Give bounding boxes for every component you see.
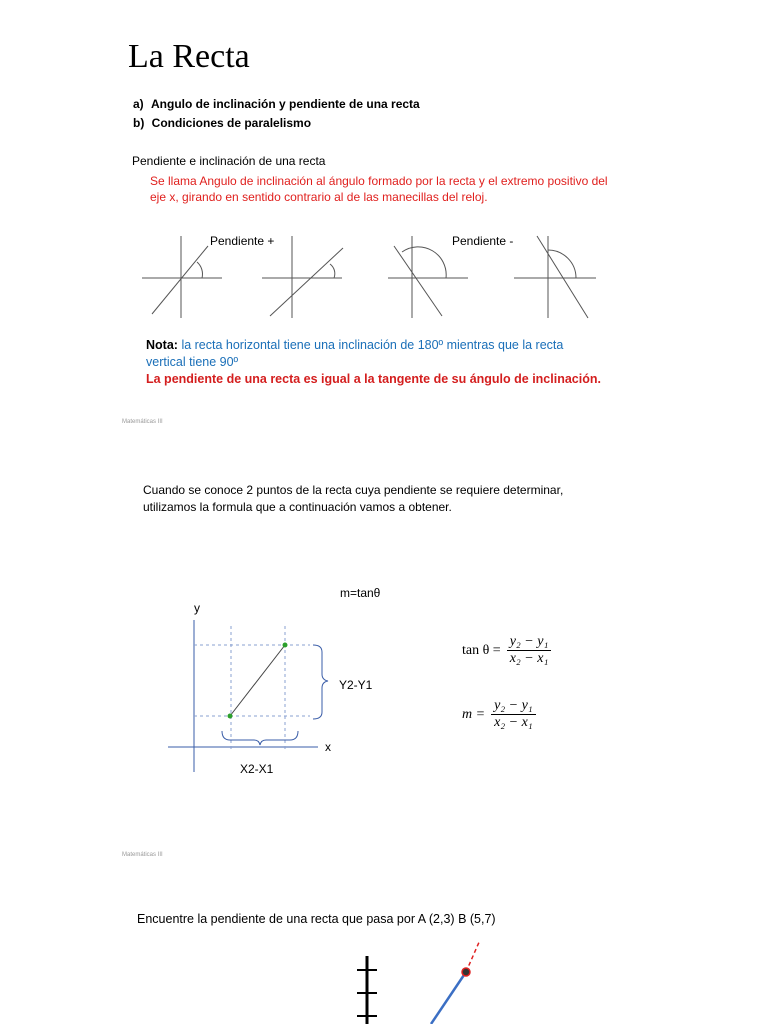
dashed-extension [466,940,480,972]
y-axis-label: y [194,601,200,615]
formula-lhs: tan θ = [462,642,501,658]
exercise-text: Encuentre la pendiente de una recta que pasa por A (2,3) B (5,7) [137,912,496,926]
denominator: x₂ − x₁ [494,715,533,730]
page-title: La Recta [128,38,250,75]
intro-line-1: Cuando se conoce 2 puntos de la recta cuya pendiente se requiere determinar, [143,483,564,497]
label-negative-slope: Pendiente - [452,234,514,248]
label-positive-slope: Pendiente + [210,234,275,248]
footer-text: Matemáticas III [122,419,163,425]
footer-text: Matemáticas III [122,852,163,858]
x-axis-label: x [325,740,331,754]
dx-label: X2-X1 [240,762,274,776]
toc-marker: a) [133,97,144,111]
nota-label: Nota: [146,338,178,352]
formula-lhs: m = [462,706,486,722]
dy-label: Y2-Y1 [339,678,373,692]
toc-text: Angulo de inclinación y pendiente de una recta [151,97,420,111]
point-b [462,968,470,976]
nota-text-2: vertical tiene 90º [146,355,239,369]
section-heading: Pendiente e inclinación de una recta [132,154,326,168]
definition-line-1: Se llama Angulo de inclinación al ángulo formado por la recta y el extremo positivo del [150,174,608,188]
slope-rule: La pendiente de una recta es igual a la tangente de su ángulo de inclinación. [146,372,601,386]
toc-marker: b) [133,116,145,130]
numerator: y₂ − y₁ [491,698,536,715]
line-ab [431,972,466,1024]
nota-text-1: la recta horizontal tiene una inclinación de 180º mientras que la recta [181,338,564,352]
intro-line-2: utilizamos la formula que a continuación vamos a obtener. [143,500,452,514]
numerator: y₂ − y₁ [507,634,552,651]
m-equation: m=tanθ [340,586,381,600]
toc-text: Condiciones de paralelismo [151,116,312,130]
denominator: x₂ − x₁ [509,651,549,666]
definition-line-2: eje x, girando en sentido contrario al de las manecillas del reloj. [150,190,488,204]
